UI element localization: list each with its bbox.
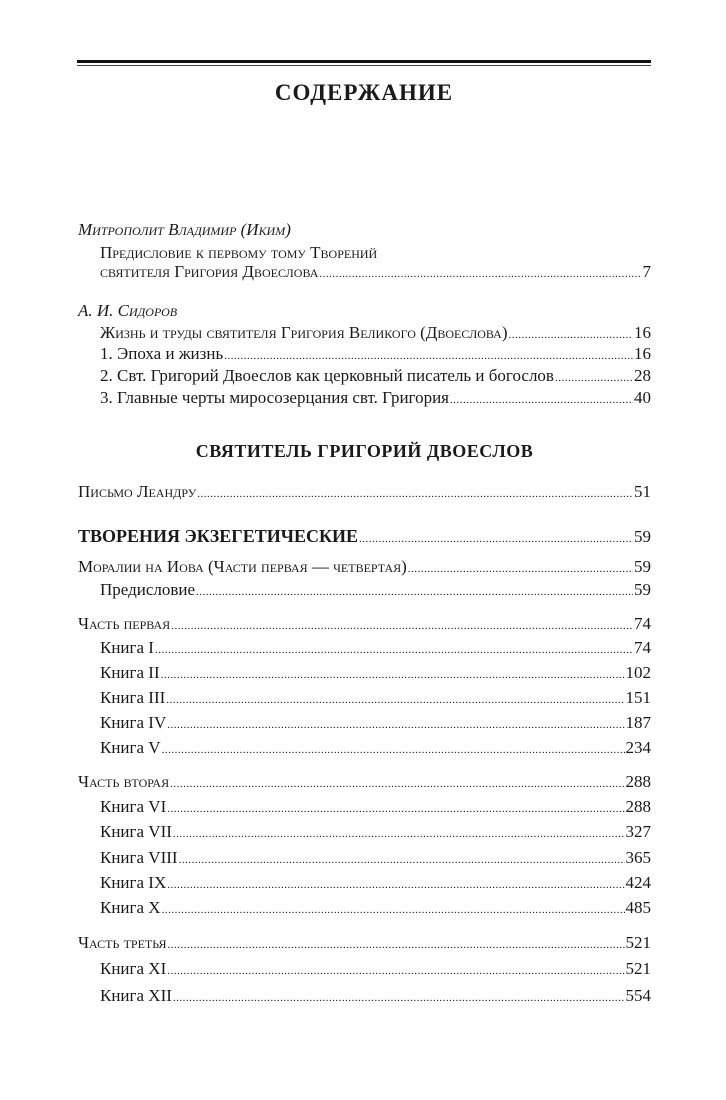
top-rule — [77, 60, 651, 63]
toc-entry[interactable]: Книга VIII ..... 365 — [100, 848, 651, 870]
toc-entry[interactable]: Книга II ..... 102 — [100, 663, 651, 685]
toc-entry[interactable]: Жизнь и труды святителя Григория Великого (Двоеслова) ..... 16 — [100, 323, 651, 345]
toc-entry[interactable]: Моралии на Иова (Части первая — четвертая) ..... 59 — [78, 557, 651, 579]
toc-part[interactable]: Часть третья ..... 521 — [78, 933, 651, 955]
top-rule-thin — [77, 65, 651, 66]
author-name: А. И. Сидоров — [78, 301, 178, 320]
toc-entry[interactable]: Книга VII ..... 327 — [100, 822, 651, 844]
author-name: Митрополит Владимир (Иким) — [78, 220, 291, 239]
toc-entry[interactable]: Книга IX ..... 424 — [100, 873, 651, 895]
toc-entry[interactable]: Письмо Леандру ..... 51 — [78, 482, 651, 504]
toc-part[interactable]: Часть первая ..... 74 — [78, 614, 651, 636]
page-title: СОДЕРЖАНИЕ — [274, 80, 454, 105]
toc-entry[interactable]: Книга III ..... 151 — [100, 688, 651, 710]
section-heading: СВЯТИТЕЛЬ ГРИГОРИЙ ДВОЕСЛОВ — [195, 441, 534, 461]
toc-entry[interactable]: Книга IV ..... 187 — [100, 713, 651, 735]
toc-entry[interactable]: 3. Главные черты миросозерцания свт. Григория ..... 40 — [100, 388, 651, 410]
toc-entry[interactable]: Книга XI ..... 521 — [100, 959, 651, 981]
entry-title-line: Предисловие к первому тому Творений — [100, 243, 378, 262]
toc-part[interactable]: Часть вторая ..... 288 — [78, 772, 651, 794]
toc-entry[interactable]: Предисловие ..... 59 — [100, 580, 651, 602]
toc-entry[interactable]: святителя Григория Двоеслова ..... 7 — [100, 262, 651, 284]
toc-entry[interactable]: 1. Эпоха и жизнь ..... 16 — [100, 344, 651, 366]
toc-entry[interactable]: Книга X ..... 485 — [100, 898, 651, 920]
toc-entry[interactable]: 2. Свт. Григорий Двоеслов как церковный писатель и богослов ..... 28 — [100, 366, 651, 388]
toc-entry[interactable]: ТВОРЕНИЯ ЭКЗЕГЕТИЧЕСКИЕ ..... 59 — [78, 526, 651, 549]
toc-entry[interactable]: Книга VI ..... 288 — [100, 797, 651, 819]
toc-entry[interactable]: Книга I ..... 74 — [100, 638, 651, 660]
toc-entry[interactable]: Книга XII ..... 554 — [100, 986, 651, 1008]
toc-entry[interactable]: Книга V ..... 234 — [100, 738, 651, 760]
